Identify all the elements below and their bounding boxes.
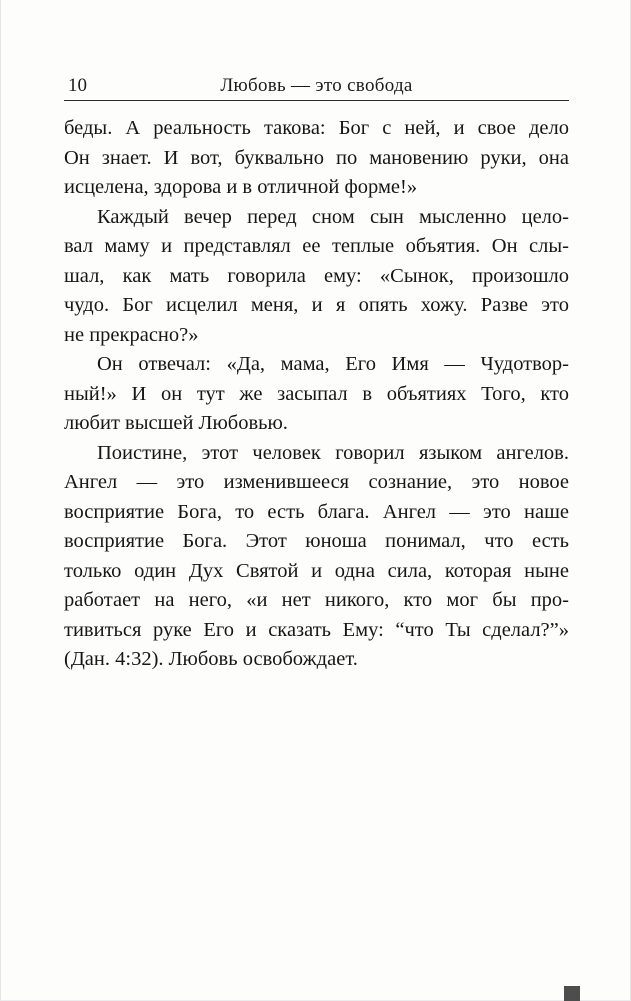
text-line: восприятие Бога, то есть блага. Ангел — это наше bbox=[64, 500, 569, 523]
text-line: Он отвечал: «Да, мама, Его Имя — Чудотвор- bbox=[97, 353, 569, 375]
text-line: Он знает. И вот, буквально по мановению руки, она bbox=[64, 146, 569, 169]
body-text bbox=[64, 114, 569, 675]
text-line: вал маму и представлял ее теплые объятия. Он слы- bbox=[64, 235, 569, 257]
running-title: Любовь — это свобода bbox=[220, 75, 413, 96]
text-line: Поистине, этот человек говорил языком ангелов. bbox=[97, 441, 569, 464]
text-line: Ангел — это изменившееся сознание, это новое bbox=[64, 471, 569, 493]
page-corner-mark bbox=[564, 986, 580, 1001]
page-number: 10 bbox=[68, 75, 87, 96]
text-line: тивиться руке Его и сказать Ему: “что Ты сделал?”» bbox=[64, 618, 569, 641]
text-line: восприятие Бога. Этот юноша понимал, что есть bbox=[64, 530, 569, 552]
text-line: беды. А реальность такова: Бог с ней, и свое дело bbox=[64, 117, 569, 139]
header-rule bbox=[64, 100, 569, 101]
text-line: не прекрасно?» bbox=[64, 323, 199, 346]
text-line: шал, как мать говорила ему: «Сынок, произошло bbox=[64, 264, 569, 287]
page-header bbox=[64, 74, 569, 98]
text-line: ный!» И он тут же засыпал в объятиях Того, кто bbox=[64, 382, 569, 405]
text-line: Каждый вечер перед сном сын мысленно цело- bbox=[97, 205, 569, 228]
text-line: (Дан. 4:32). Любовь освобождает. bbox=[64, 648, 358, 670]
text-line: работает на него, «и нет никого, кто мог бы про- bbox=[64, 589, 569, 611]
text-line: любит высшей Любовью. bbox=[64, 412, 288, 434]
text-line: чудо. Бог исцелил меня, и я опять хожу. Разве это bbox=[64, 294, 569, 316]
text-line: исцелена, здорова и в отличной форме!» bbox=[64, 176, 418, 198]
text-line: только один Дух Святой и одна сила, которая ныне bbox=[64, 559, 569, 582]
